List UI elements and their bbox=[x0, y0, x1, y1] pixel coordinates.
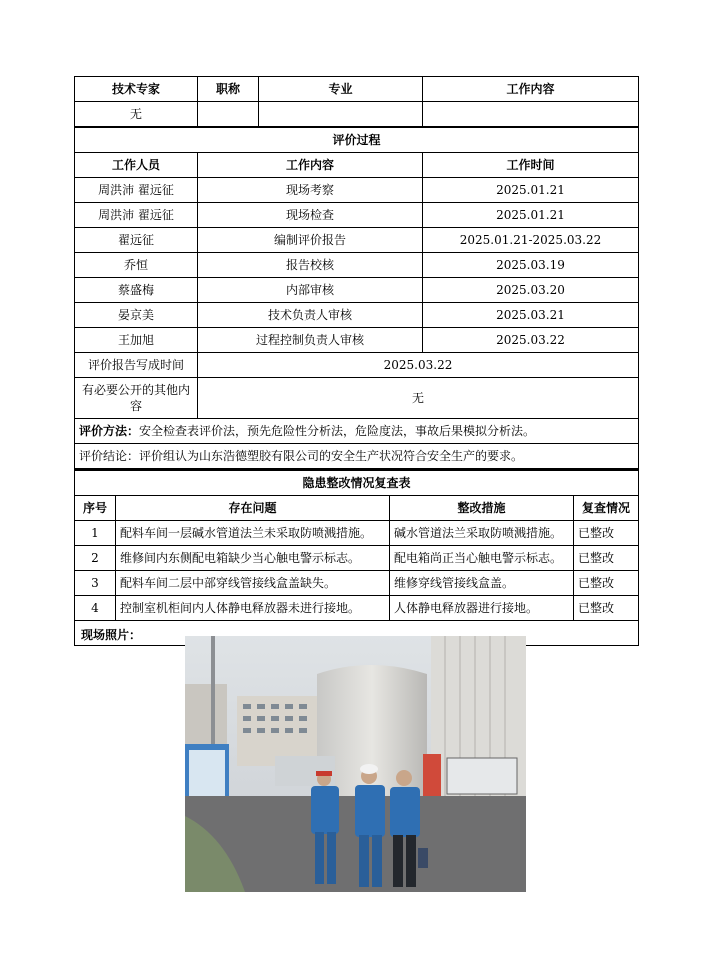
hazard-issue: 维修间内东侧配电箱缺少当心触电警示标志。 bbox=[116, 546, 390, 571]
method-row bbox=[75, 419, 639, 444]
experts-table bbox=[74, 76, 639, 127]
expert-name: 无 bbox=[75, 102, 198, 127]
expert-specialty bbox=[259, 102, 423, 127]
hazard-row bbox=[75, 546, 639, 571]
process-content: 现场检查 bbox=[198, 203, 423, 228]
process-row bbox=[75, 228, 639, 253]
header-content: 工作内容 bbox=[198, 153, 423, 178]
process-row bbox=[75, 303, 639, 328]
header-measure: 整改措施 bbox=[390, 496, 574, 521]
header-expert: 技术专家 bbox=[75, 77, 198, 102]
evaluation-conclusion: 评价结论：评价组认为山东浩德塑胶有限公司的安全生产状况符合安全生产的要求。 bbox=[75, 444, 639, 469]
process-row bbox=[75, 178, 639, 203]
header-title: 职称 bbox=[198, 77, 259, 102]
header-issue: 存在问题 bbox=[116, 496, 390, 521]
red-sign bbox=[423, 754, 441, 802]
hazard-measure: 人体静电释放器进行接地。 bbox=[390, 596, 574, 621]
other-content-row bbox=[75, 378, 639, 419]
process-content: 技术负责人审核 bbox=[198, 303, 423, 328]
process-header-row bbox=[75, 153, 639, 178]
experts-row bbox=[75, 102, 639, 127]
hazard-measure: 维修穿线管接线盒盖。 bbox=[390, 571, 574, 596]
header-staff: 工作人员 bbox=[75, 153, 198, 178]
process-content: 现场考察 bbox=[198, 178, 423, 203]
hazard-index: 4 bbox=[75, 596, 116, 621]
hazard-row bbox=[75, 571, 639, 596]
process-title: 评价过程 bbox=[75, 128, 639, 153]
photos-label: 现场照片： bbox=[81, 628, 142, 642]
method-label: 评价方法： bbox=[79, 424, 140, 438]
process-staff: 晏京美 bbox=[75, 303, 198, 328]
process-content: 编制评价报告 bbox=[198, 228, 423, 253]
report-time-value: 2025.03.22 bbox=[198, 353, 639, 378]
expert-title bbox=[198, 102, 259, 127]
header-specialty: 专业 bbox=[259, 77, 423, 102]
process-time: 2025.03.20 bbox=[423, 278, 639, 303]
hazard-row bbox=[75, 521, 639, 546]
report-time-row bbox=[75, 353, 639, 378]
notice-board bbox=[447, 758, 517, 794]
document-page bbox=[74, 76, 638, 646]
process-staff: 周洪沛 翟远征 bbox=[75, 178, 198, 203]
hazard-status: 已整改 bbox=[574, 546, 639, 571]
process-time: 2025.01.21 bbox=[423, 203, 639, 228]
hazard-index: 3 bbox=[75, 571, 116, 596]
process-time: 2025.03.21 bbox=[423, 303, 639, 328]
process-staff: 王加旭 bbox=[75, 328, 198, 353]
hazard-status: 已整改 bbox=[574, 596, 639, 621]
hazard-issue: 配料车间二层中部穿线管接线盒盖缺失。 bbox=[116, 571, 390, 596]
process-title-row bbox=[75, 128, 639, 153]
site-photo bbox=[185, 636, 526, 892]
process-time: 2025.03.19 bbox=[423, 253, 639, 278]
header-work-content: 工作内容 bbox=[423, 77, 639, 102]
hazard-issue: 控制室机柜间内人体静电释放器未进行接地。 bbox=[116, 596, 390, 621]
hazard-index: 2 bbox=[75, 546, 116, 571]
hazards-table bbox=[74, 469, 639, 646]
process-content: 内部审核 bbox=[198, 278, 423, 303]
header-status: 复查情况 bbox=[574, 496, 639, 521]
process-staff: 蔡盛梅 bbox=[75, 278, 198, 303]
process-staff: 翟远征 bbox=[75, 228, 198, 253]
evaluation-method bbox=[75, 419, 639, 444]
process-row bbox=[75, 253, 639, 278]
process-content: 报告校核 bbox=[198, 253, 423, 278]
hazard-measure: 碱水管道法兰采取防喷溅措施。 bbox=[390, 521, 574, 546]
hazard-row bbox=[75, 596, 639, 621]
header-time: 工作时间 bbox=[423, 153, 639, 178]
process-time: 2025.03.22 bbox=[423, 328, 639, 353]
hazard-status: 已整改 bbox=[574, 571, 639, 596]
process-content: 过程控制负责人审核 bbox=[198, 328, 423, 353]
experts-header-row bbox=[75, 77, 639, 102]
report-time-label: 评价报告写成时间 bbox=[75, 353, 198, 378]
process-row bbox=[75, 278, 639, 303]
process-staff: 周洪沛 翟远征 bbox=[75, 203, 198, 228]
hazard-issue: 配料车间一层碱水管道法兰未采取防喷溅措施。 bbox=[116, 521, 390, 546]
hazards-title: 隐患整改情况复查表 bbox=[75, 470, 639, 496]
hazards-header-row bbox=[75, 496, 639, 521]
process-staff: 乔恒 bbox=[75, 253, 198, 278]
process-row bbox=[75, 328, 639, 353]
process-row bbox=[75, 203, 639, 228]
other-content-label: 有必要公开的其他内容 bbox=[75, 378, 198, 419]
other-content-value: 无 bbox=[198, 378, 639, 419]
conclusion-row bbox=[75, 444, 639, 469]
hazard-measure: 配电箱尚正当心触电警示标志。 bbox=[390, 546, 574, 571]
hazard-status: 已整改 bbox=[574, 521, 639, 546]
process-table bbox=[74, 127, 639, 469]
method-text: 安全检查表评价法，预先危险性分析法，危险度法，事故后果模拟分析法。 bbox=[139, 424, 536, 438]
hazard-index: 1 bbox=[75, 521, 116, 546]
header-index: 序号 bbox=[75, 496, 116, 521]
hazards-title-row bbox=[75, 470, 639, 496]
expert-work bbox=[423, 102, 639, 127]
process-time: 2025.01.21-2025.03.22 bbox=[423, 228, 639, 253]
process-time: 2025.01.21 bbox=[423, 178, 639, 203]
